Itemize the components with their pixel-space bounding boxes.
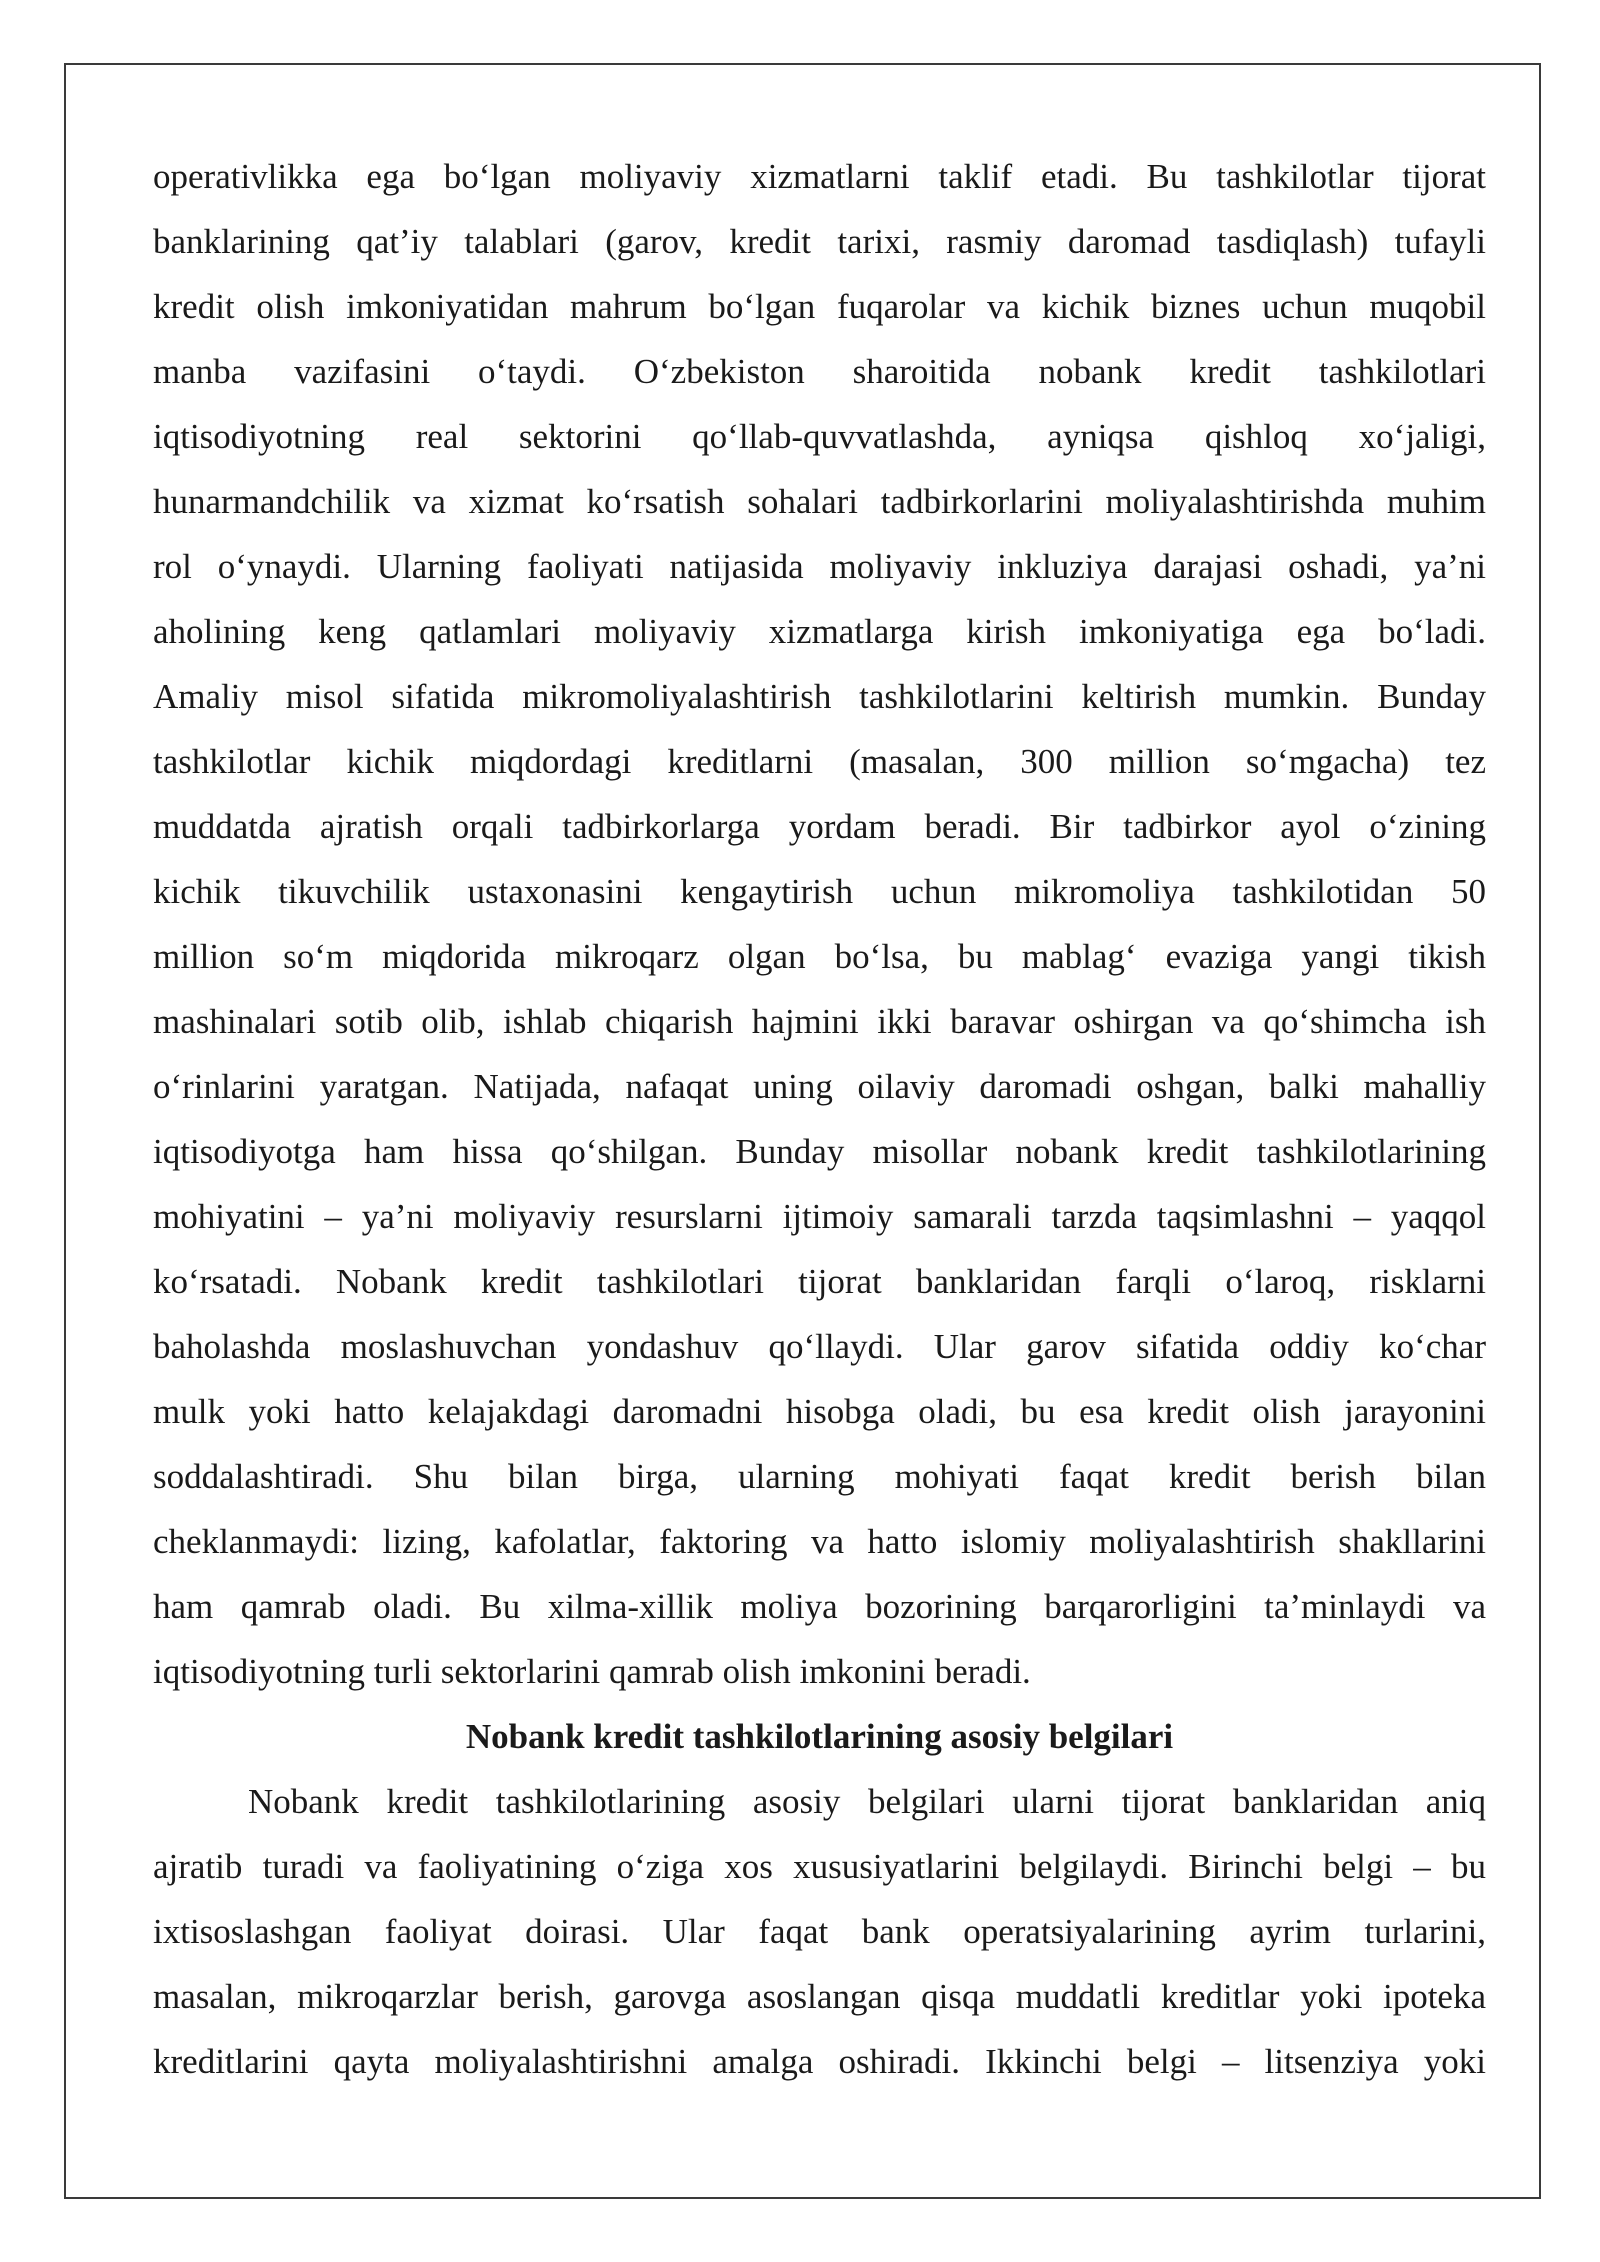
text-line: soddalashtiradi. Shu bilan birga, ularning mohiyati faqat kredit berish bilan bbox=[153, 1457, 1486, 1496]
text-line: mulk yoki hatto kelajakdagi daromadni hisobga oladi, bu esa kredit olish jarayonini bbox=[153, 1392, 1486, 1431]
text-line: tashkilotlar kichik miqdordagi kreditlarni (masalan, 300 million so‘mgacha) tez bbox=[153, 742, 1486, 781]
text-line: million so‘m miqdorida mikroqarz olgan bo‘lsa, bu mablag‘ evaziga yangi tikish bbox=[153, 937, 1486, 976]
text-line: hunarmandchilik va xizmat ko‘rsatish sohalari tadbirkorlarini moliyalashtirishda muhim bbox=[153, 482, 1486, 521]
text-line: iqtisodiyotning turli sektorlarini qamrab olish imkonini beradi. bbox=[153, 1652, 1031, 1691]
text-line: manba vazifasini o‘taydi. O‘zbekiston sharoitida nobank kredit tashkilotlari bbox=[153, 352, 1486, 391]
paragraph-2 bbox=[153, 1769, 1486, 2094]
text-line: kredit olish imkoniyatidan mahrum bo‘lgan fuqarolar va kichik biznes uchun muqobil bbox=[153, 287, 1486, 326]
paragraph-1 bbox=[153, 144, 1486, 1704]
text-line: mashinalari sotib olib, ishlab chiqarish hajmini ikki baravar oshirgan va qo‘shimcha ish bbox=[153, 1002, 1486, 1041]
document-body bbox=[153, 144, 1486, 2094]
text-line: iqtisodiyotga ham hissa qo‘shilgan. Bunday misollar nobank kredit tashkilotlarining bbox=[153, 1132, 1486, 1171]
text-line: cheklanmaydi: lizing, kafolatlar, faktoring va hatto islomiy moliyalashtirish shakllarini bbox=[153, 1522, 1486, 1561]
text-line: ixtisoslashgan faoliyat doirasi. Ular faqat bank operatsiyalarining ayrim turlarini, bbox=[153, 1912, 1486, 1951]
text-line: Amaliy misol sifatida mikromoliyalashtirish tashkilotlarini keltirish mumkin. Bunday bbox=[153, 677, 1486, 716]
text-line: iqtisodiyotning real sektorini qo‘llab-quvvatlashda, ayniqsa qishloq xo‘jaligi, bbox=[153, 417, 1486, 456]
text-line: masalan, mikroqarzlar berish, garovga asoslangan qisqa muddatli kreditlar yoki ipoteka bbox=[153, 1977, 1486, 2016]
text-line: ko‘rsatadi. Nobank kredit tashkilotlari tijorat banklaridan farqli o‘laroq, risklarni bbox=[153, 1262, 1486, 1301]
text-line: baholashda moslashuvchan yondashuv qo‘llaydi. Ular garov sifatida oddiy ko‘char bbox=[153, 1327, 1486, 1366]
text-line: ajratib turadi va faoliyatining o‘ziga xos xususiyatlarini belgilaydi. Birinchi belgi – bu bbox=[153, 1847, 1486, 1886]
text-line: ham qamrab oladi. Bu xilma-xillik moliya bozorining barqarorligini ta’minlaydi va bbox=[153, 1587, 1486, 1626]
text-line: rol o‘ynaydi. Ularning faoliyati natijasida moliyaviy inkluziya darajasi oshadi, ya’ni bbox=[153, 547, 1486, 586]
text-line: Nobank kredit tashkilotlarining asosiy belgilari ularni tijorat banklaridan aniq bbox=[248, 1782, 1486, 1821]
text-line: aholining keng qatlamlari moliyaviy xizmatlarga kirish imkoniyatiga ega bo‘ladi. bbox=[153, 612, 1486, 651]
text-line: kreditlarini qayta moliyalashtirishni amalga oshiradi. Ikkinchi belgi – litsenziya yoki bbox=[153, 2042, 1486, 2081]
text-line: o‘rinlarini yaratgan. Natijada, nafaqat uning oilaviy daromadi oshgan, balki mahalliy bbox=[153, 1067, 1486, 1106]
text-line: banklarining qat’iy talablari (garov, kredit tarixi, rasmiy daromad tasdiqlash) tufayli bbox=[153, 222, 1486, 261]
text-line: mohiyatini – ya’ni moliyaviy resurslarni ijtimoiy samarali tarzda taqsimlashni – yaqqol bbox=[153, 1197, 1486, 1236]
text-line: muddatda ajratish orqali tadbirkorlarga yordam beradi. Bir tadbirkor ayol o‘zining bbox=[153, 807, 1486, 846]
text-line: operativlikka ega bo‘lgan moliyaviy xizmatlarni taklif etadi. Bu tashkilotlar tijorat bbox=[153, 157, 1486, 196]
text-line: kichik tikuvchilik ustaxonasini kengaytirish uchun mikromoliya tashkilotidan 50 bbox=[153, 872, 1486, 911]
section-heading: Nobank kredit tashkilotlarining asosiy belgilari bbox=[465, 1717, 1174, 1756]
